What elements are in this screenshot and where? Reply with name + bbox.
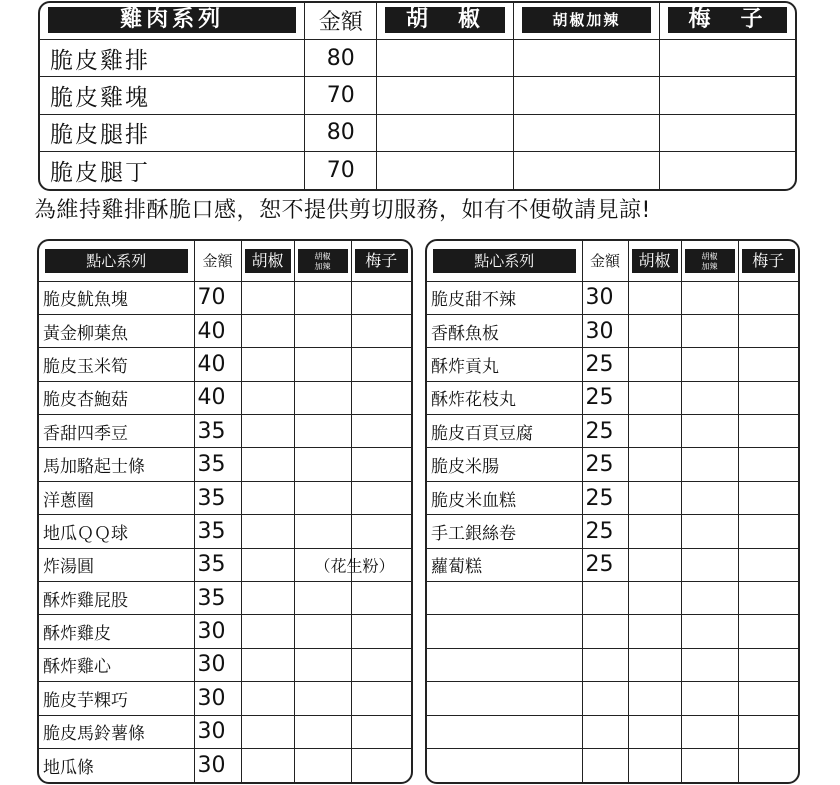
plum-cell xyxy=(351,582,411,615)
plum-cell xyxy=(660,152,795,189)
pepper-cell xyxy=(628,715,681,748)
plum-cell xyxy=(738,515,798,548)
snack-left-row xyxy=(39,515,411,548)
snack-left-item-name: 脆皮魷魚塊 xyxy=(39,281,194,314)
snack-left-item-name: 脆皮馬鈴薯條 xyxy=(39,715,194,748)
chicken-row xyxy=(40,152,795,189)
pepper-spicy-cell xyxy=(294,548,395,581)
pepper-cell xyxy=(241,682,294,715)
pepper-cell xyxy=(628,648,681,681)
snack-right-row xyxy=(427,448,798,481)
chicken-item-name: 脆皮雞塊 xyxy=(40,77,305,114)
pepper-cell xyxy=(628,448,681,481)
snack-left-plum-header: 梅子 xyxy=(351,241,411,281)
snack-right-item-name: 脆皮米腸 xyxy=(427,448,582,481)
snack-right-item-price: 25 xyxy=(582,415,628,448)
snack-left-item-price: 30 xyxy=(194,682,241,715)
pepper-cell xyxy=(241,648,294,681)
pepper-cell xyxy=(241,448,294,481)
chicken-row xyxy=(40,39,795,76)
snack-left-item-name: 脆皮芋粿巧 xyxy=(39,682,194,715)
pepper-spicy-cell xyxy=(294,348,351,381)
chicken-item-price: 80 xyxy=(305,114,377,151)
plum-cell xyxy=(738,448,798,481)
snack-left-item-price: 30 xyxy=(194,615,241,648)
plum-cell xyxy=(351,381,411,414)
plum-cell xyxy=(738,381,798,414)
snack-right-item-name: 酥炸花枝丸 xyxy=(427,381,582,414)
snack-right-item-price xyxy=(582,582,628,615)
plum-cell xyxy=(351,682,411,715)
snack-left-item-name: 地瓜ＱＱ球 xyxy=(39,515,194,548)
pepper-spicy-cell xyxy=(681,515,738,548)
snack-left-row xyxy=(39,381,411,414)
snack-left-series-header: 點心系列 xyxy=(39,241,194,281)
pepper-spicy-cell xyxy=(294,682,351,715)
plum-cell xyxy=(351,715,411,748)
snack-right-item-price xyxy=(582,615,628,648)
pepper-spicy-cell xyxy=(294,314,351,347)
plum-cell xyxy=(351,281,411,314)
snack-left-item-note: （花生粉） xyxy=(314,556,395,576)
pepper-spicy-cell xyxy=(681,348,738,381)
pepper-spicy-cell xyxy=(513,77,659,114)
chicken-item-name: 脆皮腿排 xyxy=(40,114,305,151)
snack-right-item-price xyxy=(582,648,628,681)
plum-cell xyxy=(351,515,411,548)
snack-left-row xyxy=(39,648,411,681)
plum-cell xyxy=(738,348,798,381)
pepper-spicy-cell xyxy=(681,381,738,414)
snack-left-item-name: 洋蔥圈 xyxy=(39,481,194,514)
snack-right-item-name: 酥炸貢丸 xyxy=(427,348,582,381)
snack-right-row xyxy=(427,314,798,347)
pepper-spicy-cell xyxy=(513,152,659,189)
snack-left-item-name: 香甜四季豆 xyxy=(39,415,194,448)
chicken-item-price: 80 xyxy=(305,39,377,76)
pepper-cell xyxy=(377,152,513,189)
snack-right-item-name xyxy=(427,582,582,615)
chicken-menu-table xyxy=(38,1,797,191)
snack-right-row xyxy=(427,381,798,414)
snack-right-row xyxy=(427,682,798,715)
snack-right-row xyxy=(427,481,798,514)
snack-left-item-name: 地瓜條 xyxy=(39,748,194,782)
snack-right-item-price: 30 xyxy=(582,314,628,347)
pepper-cell xyxy=(628,381,681,414)
chicken-pepper-header: 胡 椒 xyxy=(377,3,513,39)
plum-cell xyxy=(738,548,798,581)
snack-left-row xyxy=(39,582,411,615)
chicken-item-price: 70 xyxy=(305,77,377,114)
snack-left-row xyxy=(39,615,411,648)
pepper-spicy-cell xyxy=(681,615,738,648)
chicken-pepper-spicy-header: 胡椒加辣 xyxy=(513,3,659,39)
snack-left-item-price: 35 xyxy=(194,548,241,581)
pepper-spicy-cell xyxy=(294,381,351,414)
snack-left-item-price: 30 xyxy=(194,748,241,782)
pepper-cell xyxy=(241,415,294,448)
pepper-cell xyxy=(628,415,681,448)
snack-left-item-name: 酥炸雞屁股 xyxy=(39,582,194,615)
snack-right-row xyxy=(427,515,798,548)
snack-right-item-price xyxy=(582,682,628,715)
snack-left-row xyxy=(39,682,411,715)
snack-right-plum-header: 梅子 xyxy=(738,241,798,281)
plum-cell xyxy=(351,314,411,347)
pepper-cell xyxy=(241,481,294,514)
snack-left-row xyxy=(39,448,411,481)
chicken-plum-header: 梅 子 xyxy=(660,3,795,39)
pepper-cell xyxy=(377,114,513,151)
snack-left-item-name: 炸湯圓 xyxy=(39,548,194,581)
pepper-spicy-cell xyxy=(294,481,351,514)
snack-right-item-price: 25 xyxy=(582,348,628,381)
snack-right-item-name: 脆皮百頁豆腐 xyxy=(427,415,582,448)
snack-left-item-price: 70 xyxy=(194,281,241,314)
plum-cell xyxy=(738,615,798,648)
pepper-cell xyxy=(628,748,681,782)
plum-cell xyxy=(738,281,798,314)
pepper-cell xyxy=(628,515,681,548)
snack-menu-table-right xyxy=(425,239,800,784)
snack-left-item-price: 30 xyxy=(194,648,241,681)
plum-cell xyxy=(351,448,411,481)
pepper-cell xyxy=(628,348,681,381)
chicken-series-header: 雞肉系列 xyxy=(40,3,305,39)
chicken-header-row xyxy=(40,3,795,39)
snack-left-row xyxy=(39,715,411,748)
pepper-spicy-cell xyxy=(681,481,738,514)
pepper-spicy-cell xyxy=(681,548,738,581)
snack-right-row xyxy=(427,648,798,681)
snack-right-item-price: 25 xyxy=(582,481,628,514)
pepper-cell xyxy=(628,281,681,314)
pepper-cell xyxy=(241,715,294,748)
snack-right-row xyxy=(427,715,798,748)
snack-right-item-name xyxy=(427,715,582,748)
pepper-cell xyxy=(628,481,681,514)
snack-left-item-name: 黃金柳葉魚 xyxy=(39,314,194,347)
snack-right-item-price: 25 xyxy=(582,381,628,414)
snack-right-row xyxy=(427,548,798,581)
plum-cell xyxy=(738,715,798,748)
snack-right-item-price: 25 xyxy=(582,548,628,581)
snack-right-item-name xyxy=(427,648,582,681)
snack-right-header-row xyxy=(427,241,798,281)
snack-right-item-name xyxy=(427,615,582,648)
pepper-spicy-cell xyxy=(681,448,738,481)
snack-right-item-price xyxy=(582,748,628,782)
pepper-spicy-cell xyxy=(294,615,351,648)
pepper-spicy-cell xyxy=(681,582,738,615)
snack-right-item-name: 手工銀絲卷 xyxy=(427,515,582,548)
pepper-cell xyxy=(628,314,681,347)
pepper-cell xyxy=(241,748,294,782)
pepper-spicy-cell xyxy=(294,648,351,681)
snack-right-item-name: 脆皮甜不辣 xyxy=(427,281,582,314)
pepper-cell xyxy=(241,582,294,615)
snack-left-item-price: 35 xyxy=(194,415,241,448)
snack-left-row xyxy=(39,481,411,514)
snack-left-item-price: 40 xyxy=(194,381,241,414)
pepper-spicy-cell xyxy=(294,748,351,782)
snack-left-row xyxy=(39,314,411,347)
plum-cell xyxy=(738,582,798,615)
plum-cell xyxy=(351,415,411,448)
snack-left-row xyxy=(39,748,411,782)
pepper-cell xyxy=(241,615,294,648)
plum-cell xyxy=(738,314,798,347)
snack-right-item-name: 脆皮米血糕 xyxy=(427,481,582,514)
plum-cell xyxy=(351,648,411,681)
plum-cell xyxy=(351,348,411,381)
snack-right-row xyxy=(427,615,798,648)
chicken-item-name: 脆皮腿丁 xyxy=(40,152,305,189)
chicken-price-header: 金額 xyxy=(305,3,377,39)
plum-cell xyxy=(738,648,798,681)
notice-text: 為維持雞排酥脆口感，恕不提供剪切服務，如有不便敬請見諒! xyxy=(34,198,651,223)
pepper-cell xyxy=(377,39,513,76)
pepper-cell xyxy=(241,314,294,347)
plum-cell xyxy=(738,415,798,448)
snack-left-row xyxy=(39,548,411,581)
pepper-spicy-cell xyxy=(294,281,351,314)
snack-left-item-name: 脆皮杏鮑菇 xyxy=(39,381,194,414)
snack-left-item-name: 脆皮玉米筍 xyxy=(39,348,194,381)
snack-right-row xyxy=(427,415,798,448)
snack-right-item-name: 香酥魚板 xyxy=(427,314,582,347)
snack-right-price-header: 金額 xyxy=(582,241,628,281)
pepper-cell xyxy=(628,615,681,648)
snack-right-item-name xyxy=(427,748,582,782)
snack-left-header-row xyxy=(39,241,411,281)
snack-right-item-name xyxy=(427,682,582,715)
plum-cell xyxy=(738,748,798,782)
snack-right-item-price: 25 xyxy=(582,448,628,481)
snack-left-pepper-header: 胡椒 xyxy=(241,241,294,281)
snack-left-item-price: 40 xyxy=(194,314,241,347)
pepper-spicy-cell xyxy=(681,682,738,715)
pepper-spicy-cell xyxy=(513,39,659,76)
snack-left-pepper-spicy-header: 胡椒 加辣 xyxy=(294,241,351,281)
pepper-cell xyxy=(628,548,681,581)
snack-left-item-price: 35 xyxy=(194,515,241,548)
snack-right-series-header: 點心系列 xyxy=(427,241,582,281)
pepper-cell xyxy=(241,548,294,581)
snack-left-item-price: 35 xyxy=(194,448,241,481)
snack-left-item-name: 酥炸雞心 xyxy=(39,648,194,681)
snack-right-row xyxy=(427,748,798,782)
pepper-spicy-cell xyxy=(681,715,738,748)
pepper-spicy-cell xyxy=(681,281,738,314)
pepper-cell xyxy=(628,582,681,615)
pepper-cell xyxy=(241,381,294,414)
snack-right-item-price: 25 xyxy=(582,515,628,548)
chicken-item-price: 70 xyxy=(305,152,377,189)
pepper-spicy-cell xyxy=(294,415,351,448)
snack-right-item-price xyxy=(582,715,628,748)
snack-right-pepper-header: 胡椒 xyxy=(628,241,681,281)
snack-left-item-name: 酥炸雞皮 xyxy=(39,615,194,648)
snack-left-row xyxy=(39,348,411,381)
plum-cell xyxy=(738,481,798,514)
snack-left-row xyxy=(39,281,411,314)
pepper-cell xyxy=(628,682,681,715)
snack-left-item-name: 馬加駱起士條 xyxy=(39,448,194,481)
chicken-row xyxy=(40,114,795,151)
pepper-spicy-cell xyxy=(294,448,351,481)
pepper-cell xyxy=(377,77,513,114)
pepper-spicy-cell xyxy=(681,648,738,681)
snack-right-row xyxy=(427,281,798,314)
snack-left-item-price: 40 xyxy=(194,348,241,381)
pepper-cell xyxy=(241,281,294,314)
snack-right-pepper-spicy-header: 胡椒 加辣 xyxy=(681,241,738,281)
snack-right-item-name: 蘿蔔糕 xyxy=(427,548,582,581)
snack-left-price-header: 金額 xyxy=(194,241,241,281)
chicken-row xyxy=(40,77,795,114)
plum-cell xyxy=(351,615,411,648)
pepper-spicy-cell xyxy=(681,748,738,782)
plum-cell xyxy=(660,77,795,114)
plum-cell xyxy=(660,39,795,76)
pepper-spicy-cell xyxy=(294,715,351,748)
pepper-spicy-cell xyxy=(681,415,738,448)
plum-cell xyxy=(351,748,411,782)
pepper-cell xyxy=(241,515,294,548)
snack-right-item-price: 30 xyxy=(582,281,628,314)
pepper-spicy-cell xyxy=(294,582,351,615)
plum-cell xyxy=(738,682,798,715)
snack-left-item-price: 35 xyxy=(194,582,241,615)
pepper-spicy-cell xyxy=(681,314,738,347)
plum-cell xyxy=(660,114,795,151)
snack-right-row xyxy=(427,348,798,381)
snack-left-item-price: 35 xyxy=(194,481,241,514)
pepper-spicy-cell xyxy=(513,114,659,151)
snack-left-row xyxy=(39,415,411,448)
snack-right-row xyxy=(427,582,798,615)
pepper-cell xyxy=(241,348,294,381)
plum-cell xyxy=(351,481,411,514)
pepper-spicy-cell xyxy=(294,515,351,548)
snack-menu-table-left xyxy=(37,239,413,784)
snack-left-item-price: 30 xyxy=(194,715,241,748)
chicken-item-name: 脆皮雞排 xyxy=(40,39,305,76)
